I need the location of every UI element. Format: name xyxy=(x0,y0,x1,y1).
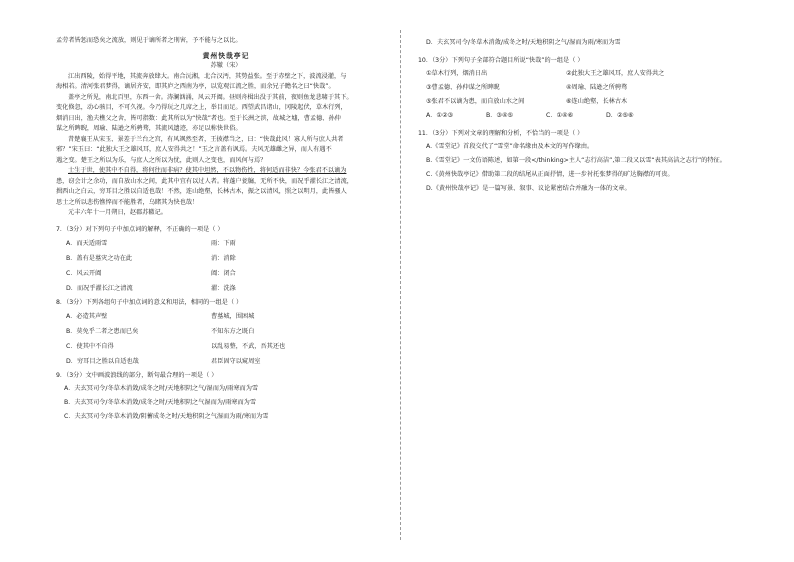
item: ④周瑜、陆逊之所骋骛 xyxy=(566,84,628,91)
question-10-answers xyxy=(418,109,748,123)
option-sentence: D．而况乎濯长江之清流 xyxy=(66,284,133,292)
question-7-option[interactable] xyxy=(56,251,396,266)
question-9-stem: 9．（3分）文中画波浪线的部分，断句最合理的一项是（ ） xyxy=(56,371,218,379)
item: ⑤张君不以谪为患，而自放山水之间 xyxy=(426,98,525,105)
question-7-option[interactable] xyxy=(56,281,396,296)
essay-date: 元丰六年十一月朔日，赵郡苏辙记。 xyxy=(68,209,167,216)
essay-title: 黄州快哉亭记 xyxy=(202,51,250,60)
essay-line: 海相若。清河张君梦得，谪居齐安，即其庐之西南为亭，以览观江流之胜，而余兄子瞻名之曰“快哉”。 xyxy=(56,83,335,90)
intro-line: 孟劳者皆惩而恐矣之流放，则见于谪所者之刑害，予不能与之以比。 xyxy=(56,37,242,44)
question-8-stem: 8．（3分）下列各组句子中加点词的意义和用法，相同的一组是（ ） xyxy=(56,298,243,306)
option-sentence: D．穷耳目之胜以自适也哉 xyxy=(66,357,139,365)
option-sentence: C．风云开阖 xyxy=(66,269,102,277)
option-sentence: A．而天适雨雪 xyxy=(66,239,108,247)
option-sentence: B．盖有是墓灾之功在此 xyxy=(66,254,133,262)
essay-line: 遇之变。楚王之所以为乐，与庶人之所以为忧，此则人之变也，而风何与焉？ xyxy=(56,156,267,164)
option-gloss: 雨：下雨 xyxy=(211,239,236,247)
essay-line: 揖西山之白云，穷耳目之胜以自适也哉！不然，连山绝壑，长林古木，振之以清风，照之以明月，此皆骚人 xyxy=(56,188,347,195)
essay-line: 昔楚襄王从宋玉、景差于兰台之宫，有风飒然至者，王披襟当之，曰：“快哉此风！寡人所与庶人共者 xyxy=(68,135,344,143)
question-10-items xyxy=(418,95,748,109)
question-11-stem: 11．（3分）下列对文章的理解和分析，不恰当的一项是（ ） xyxy=(418,130,584,137)
question-7-option[interactable] xyxy=(56,266,396,281)
question-11-option[interactable]: A.《雪堂记》首段交代了“雪堂”命名缘由及本文的写作缘由。 xyxy=(426,143,594,150)
question-8-option[interactable] xyxy=(56,354,396,369)
question-8-option[interactable] xyxy=(56,339,396,354)
option-sentence: B．莫免乎二者之患而已矣 xyxy=(66,327,139,335)
question-8-option[interactable] xyxy=(56,309,396,324)
option-compare: 君臣固守以窥周室 xyxy=(211,357,261,365)
option-sentence: A．必造其声壁 xyxy=(66,312,108,320)
essay-line: 变化倏忽，动心骇目，不可久视。今乃得玩之几席之上，举目而足。西望武昌诸山，冈陵起伏，草木行列， xyxy=(56,104,347,111)
question-10-items xyxy=(418,81,748,95)
item: ⑥连山绝壑，长林古木 xyxy=(566,98,628,105)
question-11-option[interactable]: D.《黄州快哉亭记》是一篇写景、叙事、议论紧密结合并融为一体的文章。 xyxy=(426,185,631,192)
question-10-items xyxy=(418,67,748,81)
essay-line: 烟消日出，渔夫樵父之舍，皆可指数：此其所以为“快哉”者也。至于长洲之滨，故城之墟，曹孟德、孙仲 xyxy=(56,114,341,122)
essay-line: 邪？”宋玉曰：“此独大王之雄风耳，庶人安得共之！”玉之言盖有讽焉。夫风无雄雌之异，而人有遇不 xyxy=(56,146,332,153)
question-9-option[interactable]: C．夫玄冥司令/冬草木消敛/阴蓄成冬之时/天地积阴之气湿而为雨/寒而为雪 xyxy=(64,412,269,420)
item: ③曹孟德、孙仲谋之所睥睨 xyxy=(426,84,500,91)
item: ①草木行列，烟消日出 xyxy=(426,70,488,77)
essay-line: 思士之所以悲伤憔悴而不能胜者，乌睹其为快也哉！ xyxy=(56,198,199,206)
option-compare: 以乱易整，不武，吾其还也 xyxy=(211,342,286,350)
column-divider xyxy=(400,30,401,540)
question-10-stem: 10．（3分）下列句子全部符合题目所说“快哉”的一组是（ ） xyxy=(418,57,584,64)
essay-author: 苏辙（宋） xyxy=(210,62,242,69)
question-7-option[interactable] xyxy=(56,236,396,251)
option-compare: 曹墓城，围困城 xyxy=(211,312,255,320)
essay-line: 江出西陵，始得平地，其流奔放肆大。南合沅湘，北合汉沔，其势益张。至于赤壁之下，波流浸灌，与 xyxy=(68,72,347,80)
essay-line-wavy: 士生于世，使其中不自得，将何往而非病？使其中坦然，不以物伤性，将何适而非快？今张君不以谪为 xyxy=(68,167,347,174)
option-compare: 不知东方之既白 xyxy=(211,327,255,335)
item: ②此独大王之雄风耳，庶人安得共之 xyxy=(566,70,665,77)
answer-option[interactable]: D．②⑤⑥ xyxy=(606,112,634,119)
option-sentence: C．使其中不自得 xyxy=(66,342,114,350)
answer-option[interactable]: C．①④⑥ xyxy=(546,112,574,119)
question-9-option-d[interactable]: D．夫玄冥司令/冬草木消敛/成冬之时/天地积阴之气/湿而为雨/寒而为雪 xyxy=(426,39,621,46)
essay-line: 患，窃会计之余功，而自放山水之间，此其中宜有以过人者。将蓬户瓮牖，无所不快，而况乎濯长江之清流， xyxy=(56,177,353,185)
question-8-option[interactable] xyxy=(56,324,396,339)
essay-line: 谋之所睥睨，周瑜、陆逊之所骋骛，其流风遗迹，亦足以称快世俗。 xyxy=(56,125,242,132)
answer-option[interactable]: A．①②③ xyxy=(426,112,454,119)
question-9-option[interactable]: B．夫玄冥司令/冬草木消敛/成冬之时/天地积阴之气湿而为/雨寒而为雪 xyxy=(64,398,257,406)
option-gloss: 濯：洗涤 xyxy=(211,284,236,292)
question-11-option[interactable]: B.《雪堂记》一文仿语陈述，如第一段</thinking>主人“志行高洁”,第二段又以雪“表其高洁之志行”的特征。 xyxy=(426,157,726,164)
question-11-option[interactable]: C.《黄州快哉亭记》借助第二段的结尾从正面抒情，进一步衬托张梦得的旷达胸襟的可贵。 xyxy=(426,171,674,178)
question-7-stem: 7．（3分）对下列句子中加点词的解释，不正确的一项是（ ） xyxy=(56,225,224,233)
left-column xyxy=(56,36,396,424)
option-gloss: 消：消除 xyxy=(211,254,236,262)
answer-option[interactable]: B．③④⑤ xyxy=(486,112,514,119)
question-9-option[interactable]: A．夫玄冥司令/冬草木消敛/成冬之时/天地积阴之气/湿而为/雨寒而为雪 xyxy=(64,384,259,392)
essay-line: 盖亭之所见，南北百里，东西一舍。涛澜汹涌，风云开阖。昼则舟楫出没于其前，夜则鱼龙悲啸于其下。 xyxy=(68,93,353,101)
option-gloss: 阖：闭合 xyxy=(211,269,236,277)
right-column xyxy=(418,36,748,196)
